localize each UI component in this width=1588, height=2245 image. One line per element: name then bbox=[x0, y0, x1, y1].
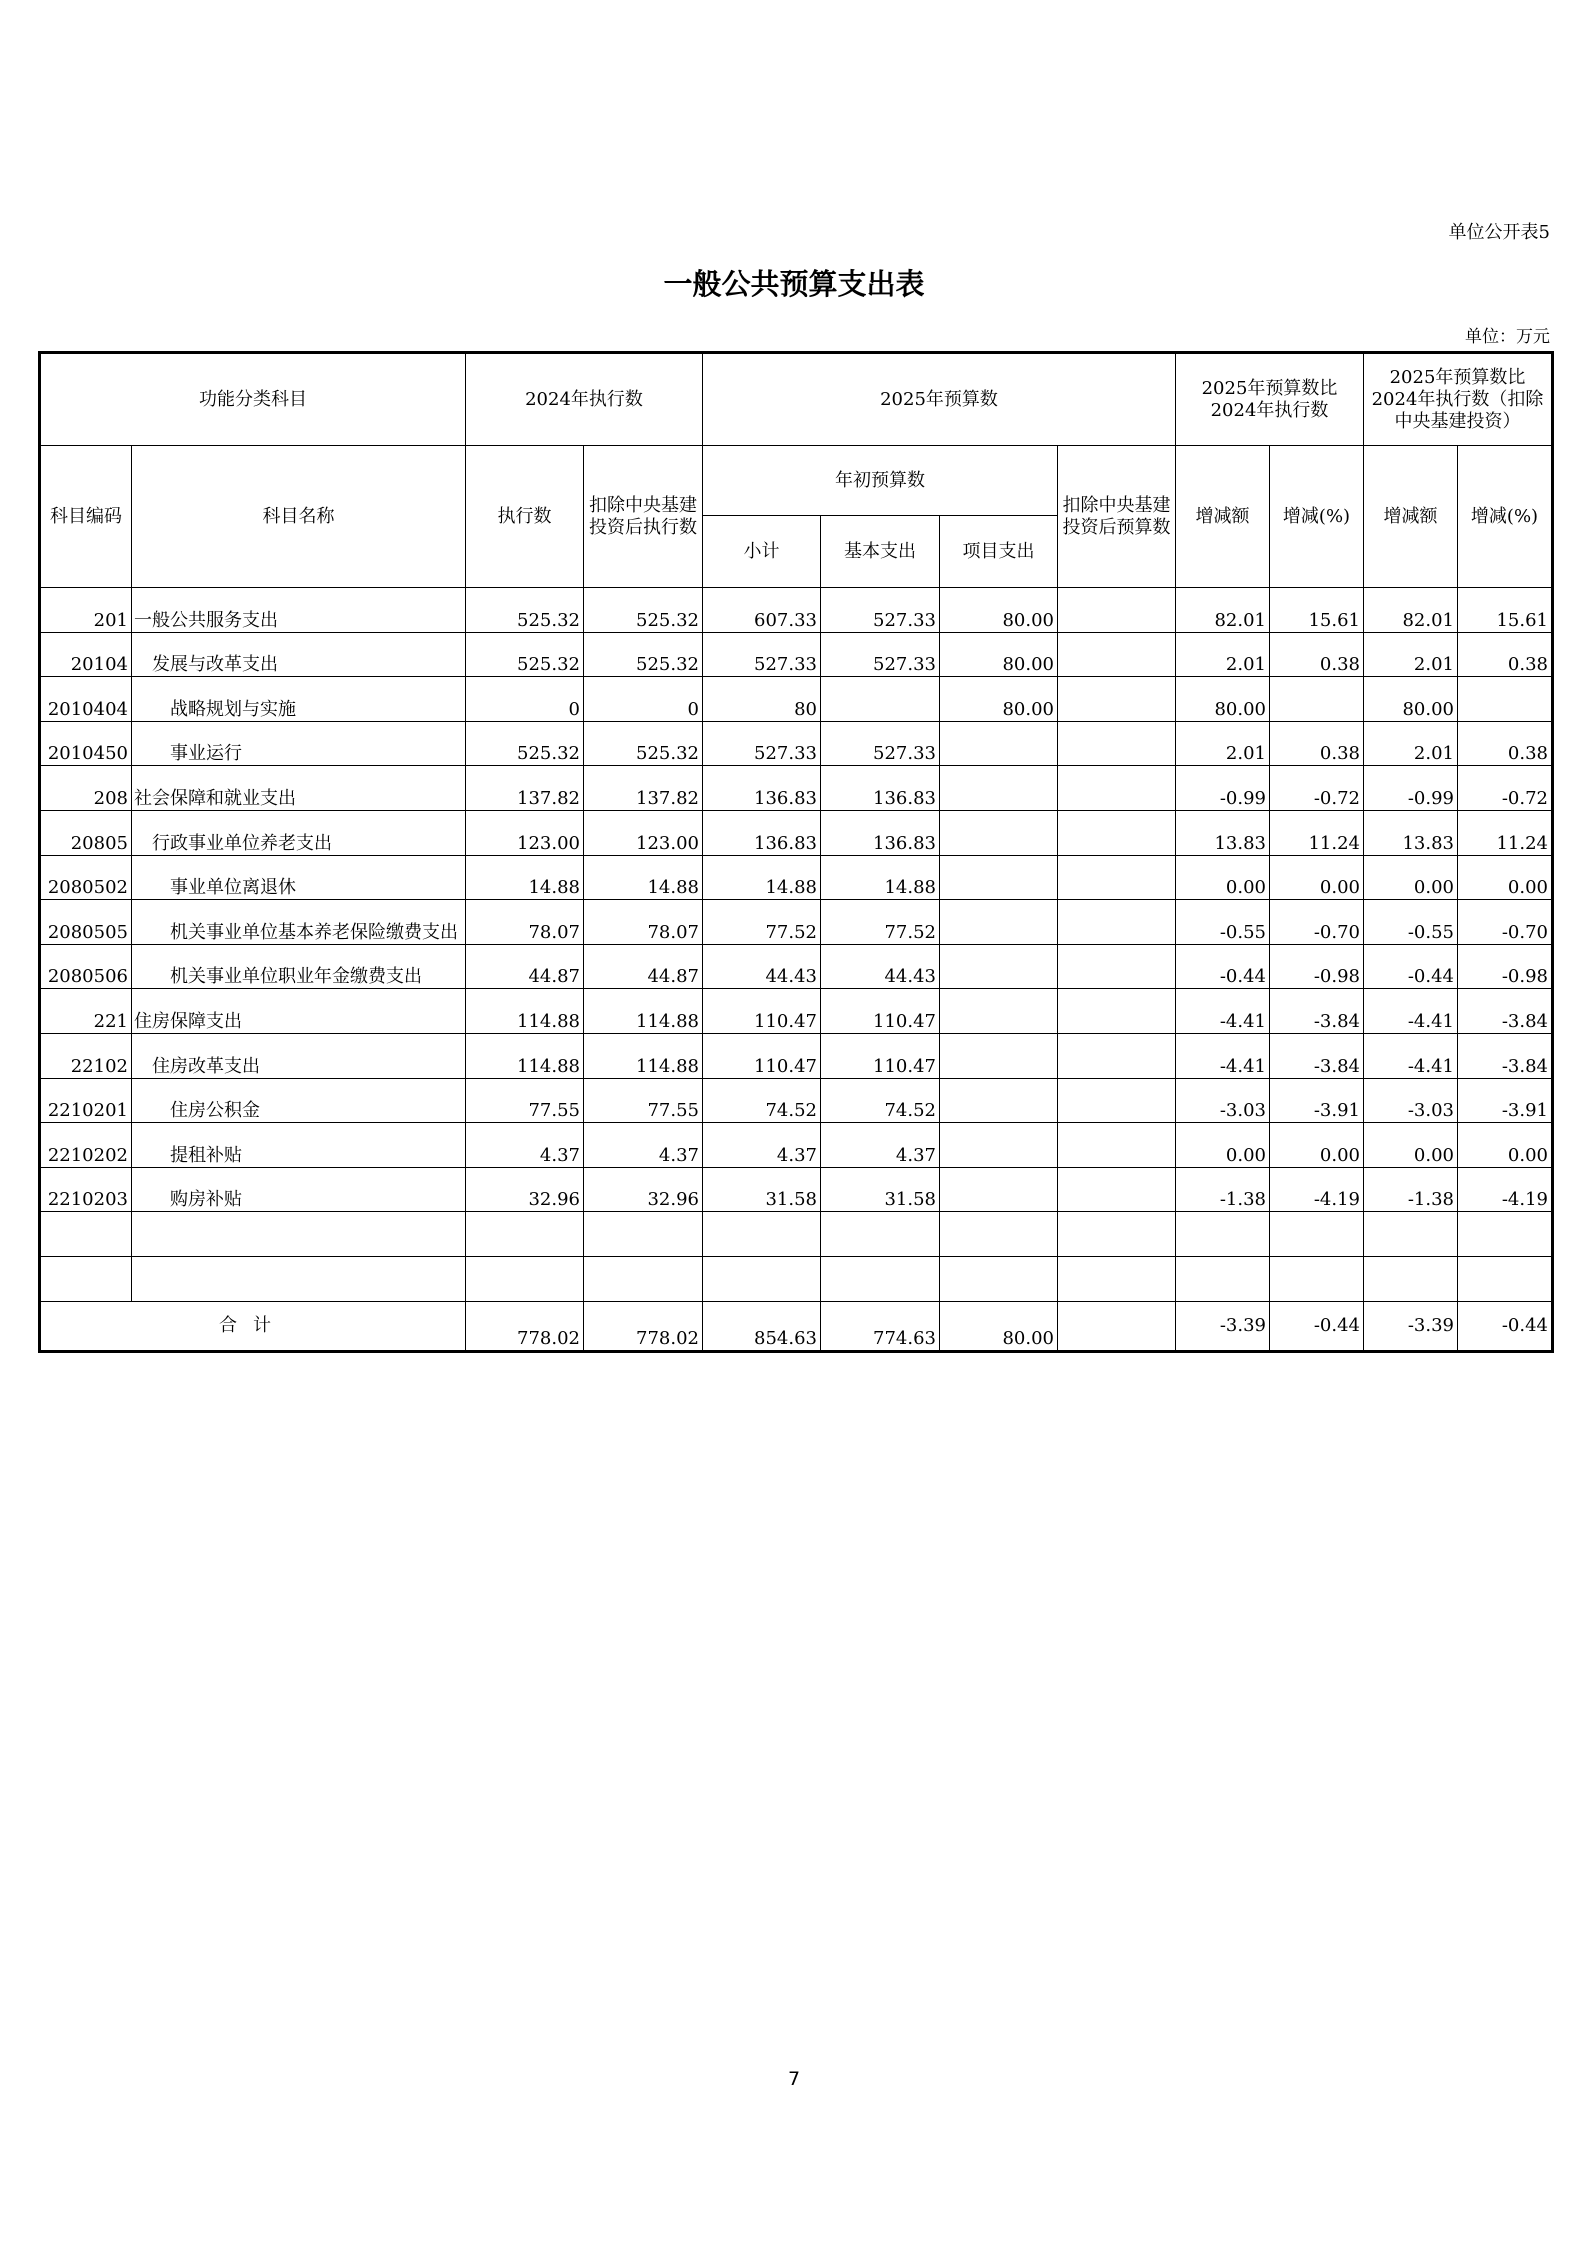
total-exec: 778.02 bbox=[466, 1301, 584, 1351]
cell-basic bbox=[821, 1212, 940, 1257]
table-row bbox=[40, 588, 1553, 633]
cell-exec-excl: 114.88 bbox=[584, 989, 703, 1034]
cell-code: 208 bbox=[40, 766, 132, 811]
cell-code: 201 bbox=[40, 588, 132, 633]
table-row bbox=[40, 1256, 1553, 1301]
header-basic: 基本支出 bbox=[821, 516, 940, 588]
cell-budget-excl bbox=[1058, 632, 1176, 677]
cell-budget-excl bbox=[1058, 1167, 1176, 1212]
table-row bbox=[40, 632, 1553, 677]
cell-budget-excl bbox=[1058, 900, 1176, 945]
cell-inc: 0.00 bbox=[1176, 855, 1270, 900]
cell-basic: 77.52 bbox=[821, 900, 940, 945]
cell-inc: -0.99 bbox=[1176, 766, 1270, 811]
table-body bbox=[40, 588, 1553, 1302]
table-row bbox=[40, 677, 1553, 722]
cell-inc-2: -4.41 bbox=[1364, 989, 1458, 1034]
cell-project: 80.00 bbox=[940, 588, 1058, 633]
total-pct-2: -0.44 bbox=[1458, 1301, 1553, 1351]
cell-exec: 525.32 bbox=[466, 632, 584, 677]
cell-basic: 527.33 bbox=[821, 588, 940, 633]
cell-basic: 44.43 bbox=[821, 944, 940, 989]
header-project: 项目支出 bbox=[940, 516, 1058, 588]
cell-pct-2 bbox=[1458, 677, 1553, 722]
cell-subtotal: 110.47 bbox=[703, 989, 821, 1034]
cell-pct-2: 15.61 bbox=[1458, 588, 1553, 633]
cell-code: 221 bbox=[40, 989, 132, 1034]
cell-basic bbox=[821, 1256, 940, 1301]
header-inc-amount: 增减额 bbox=[1176, 446, 1270, 588]
budget-expenditure-table bbox=[38, 351, 1554, 1353]
cell-name: 一般公共服务支出 bbox=[132, 588, 466, 633]
cell-project bbox=[940, 1256, 1058, 1301]
cell-budget-excl bbox=[1058, 1123, 1176, 1168]
cell-name: 提租补贴 bbox=[132, 1123, 466, 1168]
cell-name: 机关事业单位职业年金缴费支出 bbox=[132, 944, 466, 989]
cell-budget-excl bbox=[1058, 588, 1176, 633]
cell-basic: 136.83 bbox=[821, 766, 940, 811]
total-basic: 774.63 bbox=[821, 1301, 940, 1351]
cell-project bbox=[940, 766, 1058, 811]
cell-budget-excl bbox=[1058, 1078, 1176, 1123]
table-row bbox=[40, 944, 1553, 989]
cell-name: 住房保障支出 bbox=[132, 989, 466, 1034]
cell-project bbox=[940, 1123, 1058, 1168]
cell-exec: 137.82 bbox=[466, 766, 584, 811]
table-row bbox=[40, 1078, 1553, 1123]
header-compare-exec: 2025年预算数比2024年执行数 bbox=[1176, 353, 1364, 446]
cell-exec-excl: 4.37 bbox=[584, 1123, 703, 1168]
cell-exec: 114.88 bbox=[466, 1033, 584, 1078]
cell-code bbox=[40, 1256, 132, 1301]
cell-inc-2: -3.03 bbox=[1364, 1078, 1458, 1123]
cell-inc-2: -4.41 bbox=[1364, 1033, 1458, 1078]
cell-project: 80.00 bbox=[940, 632, 1058, 677]
cell-pct-2: -0.70 bbox=[1458, 900, 1553, 945]
header-initial-budget: 年初预算数 bbox=[703, 446, 1058, 516]
cell-exec bbox=[466, 1212, 584, 1257]
cell-subtotal: 44.43 bbox=[703, 944, 821, 989]
cell-basic: 4.37 bbox=[821, 1123, 940, 1168]
cell-exec-excl: 0 bbox=[584, 677, 703, 722]
cell-inc-2 bbox=[1364, 1212, 1458, 1257]
cell-pct bbox=[1270, 677, 1364, 722]
table-row bbox=[40, 900, 1553, 945]
cell-exec-excl bbox=[584, 1212, 703, 1257]
cell-exec: 77.55 bbox=[466, 1078, 584, 1123]
cell-exec-excl: 44.87 bbox=[584, 944, 703, 989]
cell-subtotal bbox=[703, 1212, 821, 1257]
cell-inc: -3.03 bbox=[1176, 1078, 1270, 1123]
cell-pct bbox=[1270, 1256, 1364, 1301]
cell-inc: -4.41 bbox=[1176, 989, 1270, 1034]
cell-name bbox=[132, 1212, 466, 1257]
table-row bbox=[40, 1212, 1553, 1257]
total-project: 80.00 bbox=[940, 1301, 1058, 1351]
cell-code: 2080502 bbox=[40, 855, 132, 900]
header-inc-pct-2: 增减(%) bbox=[1458, 446, 1553, 588]
header-exec: 执行数 bbox=[466, 446, 584, 588]
cell-subtotal: 80 bbox=[703, 677, 821, 722]
cell-subtotal: 527.33 bbox=[703, 721, 821, 766]
cell-code: 2080506 bbox=[40, 944, 132, 989]
cell-pct: -4.19 bbox=[1270, 1167, 1364, 1212]
cell-pct-2 bbox=[1458, 1212, 1553, 1257]
cell-budget-excl bbox=[1058, 855, 1176, 900]
cell-code: 20104 bbox=[40, 632, 132, 677]
cell-name bbox=[132, 1256, 466, 1301]
cell-code: 2010404 bbox=[40, 677, 132, 722]
cell-pct-2: 0.00 bbox=[1458, 855, 1553, 900]
cell-pct-2: -3.91 bbox=[1458, 1078, 1553, 1123]
page-number: 7 bbox=[787, 2068, 801, 2090]
cell-exec: 0 bbox=[466, 677, 584, 722]
cell-exec: 525.32 bbox=[466, 588, 584, 633]
table-row bbox=[40, 721, 1553, 766]
cell-pct-2: 0.00 bbox=[1458, 1123, 1553, 1168]
cell-pct: -0.98 bbox=[1270, 944, 1364, 989]
cell-exec bbox=[466, 1256, 584, 1301]
cell-inc-2: 13.83 bbox=[1364, 810, 1458, 855]
total-budget-excl bbox=[1058, 1301, 1176, 1351]
cell-project bbox=[940, 1033, 1058, 1078]
cell-inc: -1.38 bbox=[1176, 1167, 1270, 1212]
cell-exec-excl: 123.00 bbox=[584, 810, 703, 855]
table-row bbox=[40, 810, 1553, 855]
unit-label: 单位：万元 bbox=[1465, 327, 1550, 347]
cell-code: 2010450 bbox=[40, 721, 132, 766]
cell-budget-excl bbox=[1058, 766, 1176, 811]
cell-pct: 0.00 bbox=[1270, 1123, 1364, 1168]
cell-exec: 78.07 bbox=[466, 900, 584, 945]
table-number: 单位公开表5 bbox=[1448, 222, 1550, 243]
cell-exec-excl: 114.88 bbox=[584, 1033, 703, 1078]
cell-basic: 527.33 bbox=[821, 721, 940, 766]
cell-inc-2: 2.01 bbox=[1364, 721, 1458, 766]
cell-exec: 114.88 bbox=[466, 989, 584, 1034]
cell-pct: -3.84 bbox=[1270, 989, 1364, 1034]
cell-pct: 15.61 bbox=[1270, 588, 1364, 633]
cell-inc: 13.83 bbox=[1176, 810, 1270, 855]
cell-code: 20805 bbox=[40, 810, 132, 855]
cell-exec-excl: 525.32 bbox=[584, 632, 703, 677]
cell-inc: -0.55 bbox=[1176, 900, 1270, 945]
cell-project bbox=[940, 900, 1058, 945]
cell-pct: -0.72 bbox=[1270, 766, 1364, 811]
cell-code bbox=[40, 1212, 132, 1257]
cell-budget-excl bbox=[1058, 944, 1176, 989]
cell-exec-excl: 78.07 bbox=[584, 900, 703, 945]
cell-pct bbox=[1270, 1212, 1364, 1257]
cell-inc: 0.00 bbox=[1176, 1123, 1270, 1168]
cell-inc-2: -0.55 bbox=[1364, 900, 1458, 945]
cell-budget-excl bbox=[1058, 1212, 1176, 1257]
cell-basic: 74.52 bbox=[821, 1078, 940, 1123]
cell-inc: 80.00 bbox=[1176, 677, 1270, 722]
cell-pct-2: -3.84 bbox=[1458, 989, 1553, 1034]
cell-exec-excl: 32.96 bbox=[584, 1167, 703, 1212]
cell-inc: -4.41 bbox=[1176, 1033, 1270, 1078]
cell-inc-2 bbox=[1364, 1256, 1458, 1301]
cell-basic: 136.83 bbox=[821, 810, 940, 855]
cell-exec-excl bbox=[584, 1256, 703, 1301]
cell-inc-2: -1.38 bbox=[1364, 1167, 1458, 1212]
cell-name: 发展与改革支出 bbox=[132, 632, 466, 677]
cell-inc bbox=[1176, 1256, 1270, 1301]
table-row bbox=[40, 855, 1553, 900]
cell-inc: -0.44 bbox=[1176, 944, 1270, 989]
cell-exec: 14.88 bbox=[466, 855, 584, 900]
cell-project bbox=[940, 989, 1058, 1034]
cell-subtotal: 527.33 bbox=[703, 632, 821, 677]
cell-pct: -3.84 bbox=[1270, 1033, 1364, 1078]
total-row bbox=[40, 1301, 1553, 1351]
cell-subtotal: 607.33 bbox=[703, 588, 821, 633]
cell-basic: 110.47 bbox=[821, 1033, 940, 1078]
table-row bbox=[40, 1033, 1553, 1078]
total-subtotal: 854.63 bbox=[703, 1301, 821, 1351]
cell-code: 2210201 bbox=[40, 1078, 132, 1123]
cell-subtotal bbox=[703, 1256, 821, 1301]
cell-pct: 0.38 bbox=[1270, 632, 1364, 677]
table-row bbox=[40, 989, 1553, 1034]
cell-inc-2: 0.00 bbox=[1364, 855, 1458, 900]
cell-inc-2: 80.00 bbox=[1364, 677, 1458, 722]
cell-exec: 32.96 bbox=[466, 1167, 584, 1212]
page-title: 一般公共预算支出表 bbox=[663, 267, 925, 301]
cell-name: 住房公积金 bbox=[132, 1078, 466, 1123]
cell-code: 2080505 bbox=[40, 900, 132, 945]
total-label: 合计 bbox=[40, 1301, 466, 1351]
cell-inc-2: -0.44 bbox=[1364, 944, 1458, 989]
cell-project bbox=[940, 1078, 1058, 1123]
cell-project bbox=[940, 1212, 1058, 1257]
cell-subtotal: 77.52 bbox=[703, 900, 821, 945]
header-func-category: 功能分类科目 bbox=[40, 353, 466, 446]
cell-project: 80.00 bbox=[940, 677, 1058, 722]
cell-name: 机关事业单位基本养老保险缴费支出 bbox=[132, 900, 466, 945]
cell-project bbox=[940, 1167, 1058, 1212]
cell-inc-2: 0.00 bbox=[1364, 1123, 1458, 1168]
header-inc-pct: 增减(%) bbox=[1270, 446, 1364, 588]
cell-pct: -3.91 bbox=[1270, 1078, 1364, 1123]
table-row bbox=[40, 1167, 1553, 1212]
cell-exec: 123.00 bbox=[466, 810, 584, 855]
cell-exec-excl: 14.88 bbox=[584, 855, 703, 900]
cell-project bbox=[940, 810, 1058, 855]
cell-basic: 14.88 bbox=[821, 855, 940, 900]
cell-pct-2: -3.84 bbox=[1458, 1033, 1553, 1078]
cell-code: 2210203 bbox=[40, 1167, 132, 1212]
cell-name: 事业单位离退休 bbox=[132, 855, 466, 900]
cell-pct-2: 0.38 bbox=[1458, 721, 1553, 766]
cell-subtotal: 4.37 bbox=[703, 1123, 821, 1168]
total-inc: -3.39 bbox=[1176, 1301, 1270, 1351]
cell-inc-2: -0.99 bbox=[1364, 766, 1458, 811]
cell-pct-2: -0.98 bbox=[1458, 944, 1553, 989]
header-budget-excl: 扣除中央基建投资后预算数 bbox=[1058, 446, 1176, 588]
cell-subtotal: 136.83 bbox=[703, 810, 821, 855]
cell-budget-excl bbox=[1058, 677, 1176, 722]
cell-basic bbox=[821, 677, 940, 722]
cell-name: 战略规划与实施 bbox=[132, 677, 466, 722]
cell-name: 事业运行 bbox=[132, 721, 466, 766]
cell-project bbox=[940, 721, 1058, 766]
cell-name: 购房补贴 bbox=[132, 1167, 466, 1212]
header-name: 科目名称 bbox=[132, 446, 466, 588]
cell-subtotal: 136.83 bbox=[703, 766, 821, 811]
total-pct: -0.44 bbox=[1270, 1301, 1364, 1351]
cell-subtotal: 31.58 bbox=[703, 1167, 821, 1212]
total-inc-2: -3.39 bbox=[1364, 1301, 1458, 1351]
table-row bbox=[40, 766, 1553, 811]
table-row bbox=[40, 1123, 1553, 1168]
cell-budget-excl bbox=[1058, 1033, 1176, 1078]
cell-basic: 527.33 bbox=[821, 632, 940, 677]
cell-exec-excl: 137.82 bbox=[584, 766, 703, 811]
cell-budget-excl bbox=[1058, 810, 1176, 855]
cell-project bbox=[940, 944, 1058, 989]
total-exec-excl: 778.02 bbox=[584, 1301, 703, 1351]
cell-name: 社会保障和就业支出 bbox=[132, 766, 466, 811]
header-budget-2025: 2025年预算数 bbox=[703, 353, 1176, 446]
cell-project bbox=[940, 855, 1058, 900]
cell-inc: 2.01 bbox=[1176, 721, 1270, 766]
header-exec-excl: 扣除中央基建投资后执行数 bbox=[584, 446, 703, 588]
cell-name: 行政事业单位养老支出 bbox=[132, 810, 466, 855]
cell-pct: 0.38 bbox=[1270, 721, 1364, 766]
cell-subtotal: 74.52 bbox=[703, 1078, 821, 1123]
cell-name: 住房改革支出 bbox=[132, 1033, 466, 1078]
cell-budget-excl bbox=[1058, 989, 1176, 1034]
cell-exec: 525.32 bbox=[466, 721, 584, 766]
cell-pct-2: 0.38 bbox=[1458, 632, 1553, 677]
header-compare-exec-excl: 2025年预算数比2024年执行数（扣除中央基建投资） bbox=[1364, 353, 1553, 446]
cell-pct: 11.24 bbox=[1270, 810, 1364, 855]
cell-pct-2: -0.72 bbox=[1458, 766, 1553, 811]
cell-pct: 0.00 bbox=[1270, 855, 1364, 900]
cell-pct-2: -4.19 bbox=[1458, 1167, 1553, 1212]
cell-code: 22102 bbox=[40, 1033, 132, 1078]
cell-inc: 82.01 bbox=[1176, 588, 1270, 633]
cell-subtotal: 110.47 bbox=[703, 1033, 821, 1078]
cell-inc: 2.01 bbox=[1176, 632, 1270, 677]
cell-exec: 4.37 bbox=[466, 1123, 584, 1168]
cell-exec-excl: 525.32 bbox=[584, 721, 703, 766]
cell-subtotal: 14.88 bbox=[703, 855, 821, 900]
cell-code: 2210202 bbox=[40, 1123, 132, 1168]
cell-budget-excl bbox=[1058, 721, 1176, 766]
cell-budget-excl bbox=[1058, 1256, 1176, 1301]
cell-inc-2: 82.01 bbox=[1364, 588, 1458, 633]
header-inc-amount-2: 增减额 bbox=[1364, 446, 1458, 588]
header-code: 科目编码 bbox=[40, 446, 132, 588]
cell-exec: 44.87 bbox=[466, 944, 584, 989]
cell-pct-2: 11.24 bbox=[1458, 810, 1553, 855]
cell-exec-excl: 77.55 bbox=[584, 1078, 703, 1123]
cell-pct: -0.70 bbox=[1270, 900, 1364, 945]
cell-basic: 31.58 bbox=[821, 1167, 940, 1212]
cell-exec-excl: 525.32 bbox=[584, 588, 703, 633]
cell-pct-2 bbox=[1458, 1256, 1553, 1301]
header-subtotal: 小计 bbox=[703, 516, 821, 588]
cell-inc bbox=[1176, 1212, 1270, 1257]
cell-inc-2: 2.01 bbox=[1364, 632, 1458, 677]
header-exec-2024: 2024年执行数 bbox=[466, 353, 703, 446]
cell-basic: 110.47 bbox=[821, 989, 940, 1034]
